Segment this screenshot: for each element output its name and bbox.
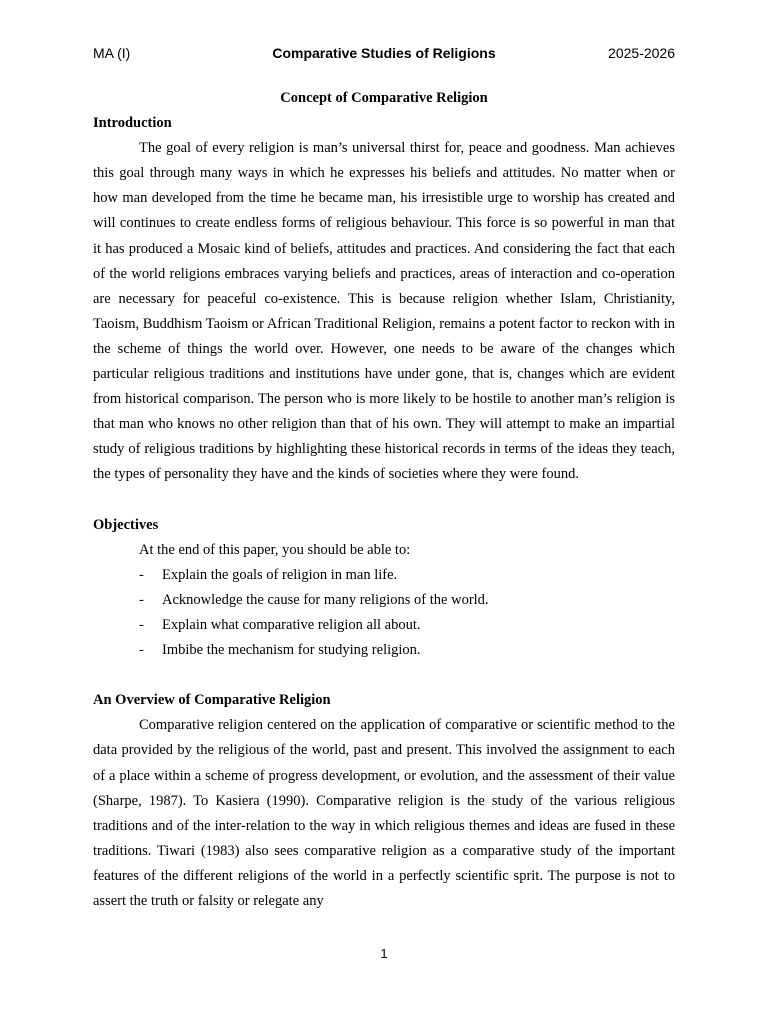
bullet-dash: - <box>139 616 144 633</box>
objective-text: Explain what comparative religion all about. <box>162 616 421 633</box>
list-item <box>93 588 675 613</box>
introduction-paragraph: The goal of every religion is man’s universal thirst for, peace and goodness. Man achieves this goal through many ways in which he expresses his beliefs and attitudes. No matter when or how man developed from the time he became man, his irresistible urge to worship has created and will continues to create endless forms of religious behaviour. This force is so powerful in man that it has produced a Mosaic kind of beliefs, attitudes and practices. And considering the fact that each of the world religions embraces varying beliefs and practices, areas of interaction and co-operation are necessary for peaceful co-existence. This is because religion whether Islam, Christianity, Taoism, Buddhism Taoism or African Traditional Religion, remains a potent factor to reckon with in the scheme of things the world over. However, one needs to be aware of the changes which particular religious traditions and institutions have under gone, that is, changes which are evident from historical comparison. The person who is more likely to be hostile to another man’s religion is that man who knows no other religion than that of his own. They will attempt to make an impartial study of religious traditions by highlighting these historical records in terms of the ideas they teach, the types of personality they have and the kinds of societies where they were found. <box>93 140 675 483</box>
objectives-heading: Objectives <box>93 516 159 533</box>
header-course: MA (I) <box>93 45 131 61</box>
bullet-dash: - <box>139 591 144 608</box>
page-number: 1 <box>380 946 388 961</box>
objective-text: Imbibe the mechanism for studying religion. <box>162 642 421 659</box>
bullet-dash: - <box>139 642 144 659</box>
document-title: Concept of Comparative Religion <box>280 90 488 106</box>
header-session: 2025-2026 <box>608 45 675 61</box>
objective-text: Acknowledge the cause for many religions of the world. <box>162 591 489 608</box>
list-item <box>93 563 675 588</box>
document-body <box>93 86 675 914</box>
overview-paragraph: Comparative religion centered on the application of comparative or scientific method to the data provided by the religious of the world, past and present. This involved the assignment to each of a place within a scheme of progress development, or evolution, and the assessment of their value (Sharpe, 1987). To Kasiera (1990). Comparative religion is the study of the various religious traditions and of the inter-relation to the way in which religious themes and ideas are fused in these traditions. Tiwari (1983) also sees comparative religion as a comparative study of the important features of the different religions of the world in a perfectly scientific sprit. The purpose is not to assert the truth or falsity or relegate any <box>93 717 675 909</box>
section-spacer <box>93 663 675 688</box>
overview-heading: An Overview of Comparative Religion <box>93 692 331 709</box>
bullet-dash: - <box>139 566 144 583</box>
list-item <box>93 638 675 663</box>
objectives-list <box>93 563 675 663</box>
introduction-heading: Introduction <box>93 115 172 132</box>
section-spacer <box>93 488 675 513</box>
header-subject: Comparative Studies of Religions <box>272 45 496 61</box>
objectives-intro: At the end of this paper, you should be able to: <box>139 541 411 558</box>
page-header <box>93 43 675 63</box>
list-item <box>93 613 675 638</box>
objective-text: Explain the goals of religion in man life. <box>162 566 398 583</box>
